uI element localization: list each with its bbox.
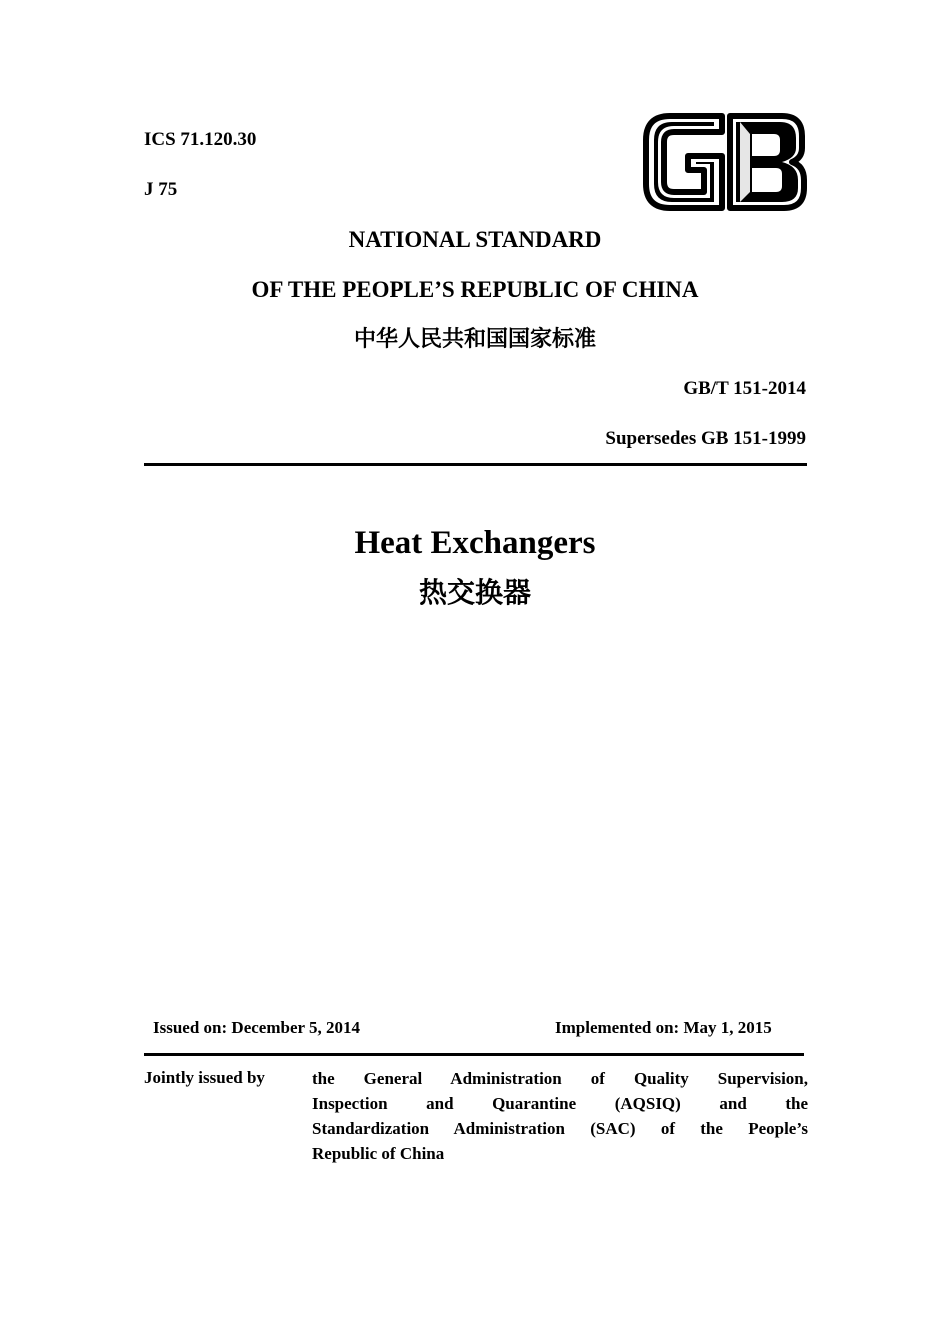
standard-number: GB/T 151-2014 — [683, 378, 806, 399]
issued-date: Issued on: December 5, 2014 — [153, 1018, 360, 1037]
gb-logo-graphic — [642, 108, 808, 216]
heading-prc: OF THE PEOPLE’S REPUBLIC OF CHINA — [251, 277, 699, 302]
jointly-issued-label: Jointly issued by — [144, 1068, 265, 1087]
issuer-line-2: Inspection and Quarantine (AQSIQ) and the — [312, 1094, 808, 1113]
issuer-line-4: Republic of China — [312, 1144, 445, 1163]
issuer-line-3: Standardization Administration (SAC) of the People’s — [312, 1119, 808, 1138]
footer-divider — [144, 1053, 804, 1056]
header-divider — [144, 463, 807, 466]
document-title-chinese: 热交换器 — [418, 576, 531, 609]
ics-code: ICS 71.120.30 — [144, 129, 257, 150]
document-title: Heat Exchangers — [354, 525, 596, 561]
implemented-date: Implemented on: May 1, 2015 — [555, 1018, 772, 1037]
gb-logo — [642, 108, 808, 216]
issuing-authorities — [312, 1066, 808, 1166]
heading-national-standard: NATIONAL STANDARD — [348, 227, 602, 252]
issuer-line-1: the General Administration of Quality Supervision, — [312, 1069, 808, 1088]
ccs-code: J 75 — [144, 179, 178, 200]
heading-chinese: 中华人民共和国国家标准 — [353, 327, 596, 352]
supersedes-text: Supersedes GB 151-1999 — [605, 428, 806, 449]
